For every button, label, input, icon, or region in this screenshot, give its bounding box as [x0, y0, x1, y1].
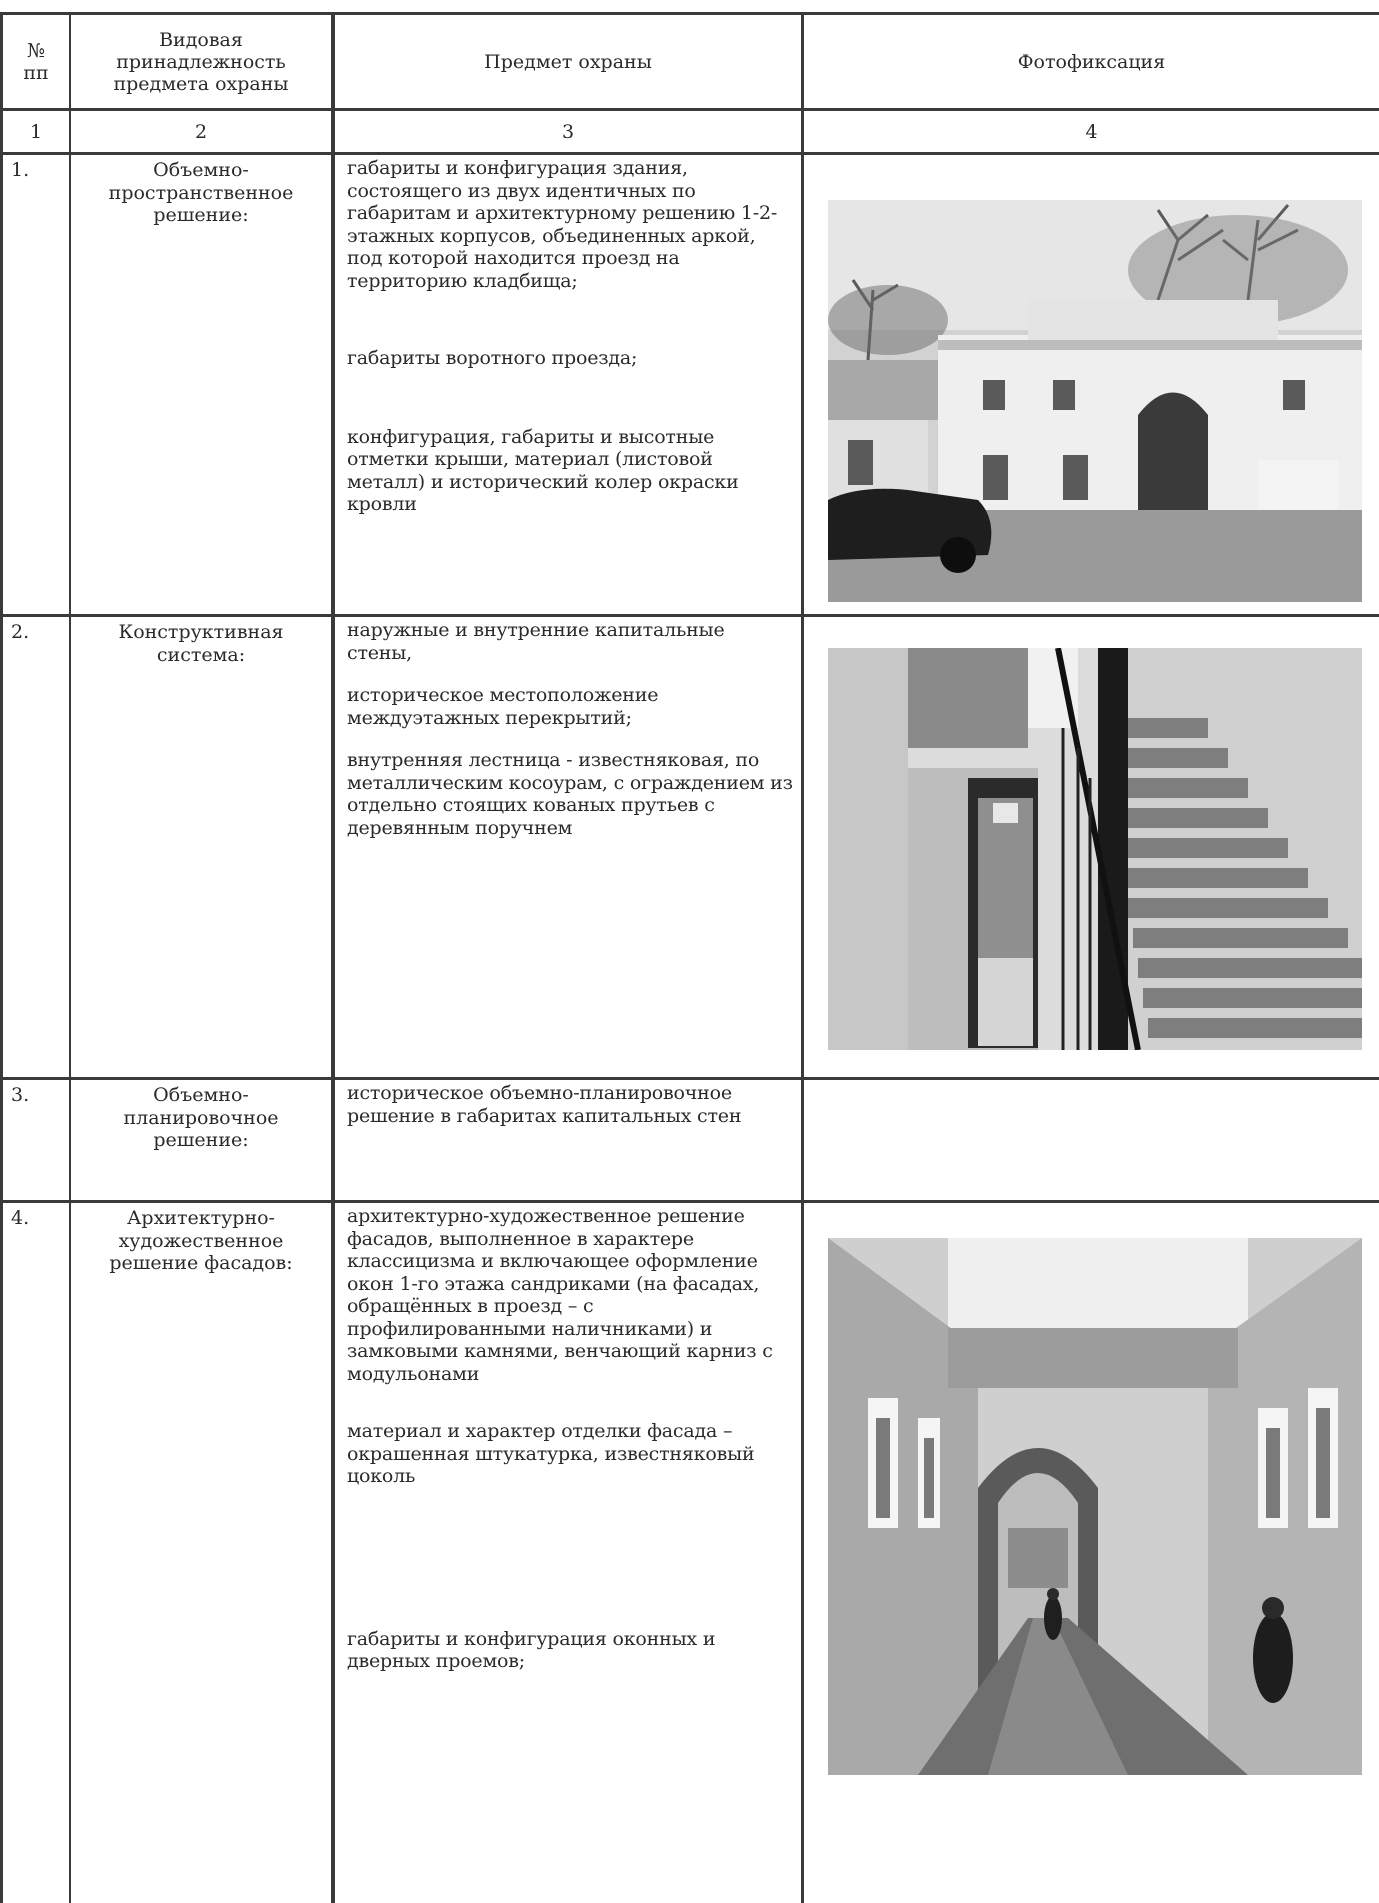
subject-paragraph: архитектурно-художественное решение фасадов, выполненное в характере классицизма и включающее оформление окон 1-го этажа сандриками (на фасадах, обращённых в проезд – с профилированными наличниками) и замковыми камнями, венчающий карниз с модульонами	[347, 1205, 773, 1385]
header-photo: Фотофиксация	[1017, 50, 1166, 73]
subject-paragraph: габариты воротного проезда;	[347, 347, 638, 369]
row-number: 4.	[11, 1207, 30, 1229]
subject-paragraph: историческое объемно-планировочное решение в габаритах капитальных стен	[347, 1082, 742, 1127]
row-type-label: Объемно- пространственное решение:	[108, 159, 294, 226]
row-type-label: Архитектурно- художественное решение фасадов:	[109, 1207, 293, 1274]
subject-paragraph: габариты и конфигурация здания, состоящего из двух идентичных по габаритам и архитектурному решению 1-2-этажных корпусов, объединенных аркой, под которой находится проезд на территорию кладбища;	[347, 157, 778, 292]
row-subject-text	[335, 619, 801, 1077]
header-number: № пп	[23, 39, 49, 84]
grid-line-3	[801, 14, 804, 1903]
subject-paragraph: внутренняя лестница - известняковая, по металлическим косоурам, с ограждением из отдельно стоящих кованых прутьев с деревянным поручнем	[347, 749, 793, 839]
column-number-2: 2	[194, 120, 208, 143]
row-number: 2.	[11, 621, 30, 643]
row-subject-text	[335, 1205, 801, 1903]
building-with-arch-photo	[828, 200, 1362, 602]
subject-paragraph: наружные и внутренние капитальные стены,	[347, 619, 725, 664]
column-number-3: 3	[561, 120, 575, 143]
subject-paragraph: конфигурация, габариты и высотные отметки крыши, материал (листовой металл) и исторический колер окраски кровли	[347, 425, 739, 515]
archway-passage-photo	[828, 1238, 1362, 1775]
column-number-4: 4	[1085, 120, 1098, 143]
row-type-label: Конструктивная система:	[118, 621, 284, 666]
subject-paragraph: историческое местоположение междуэтажных перекрытий;	[347, 684, 659, 729]
row-number: 1.	[11, 159, 30, 181]
header-type: Видовая принадлежность предмета охраны	[113, 28, 289, 95]
row-subject-text	[335, 1082, 801, 1200]
header-subject: Предмет охраны	[484, 50, 652, 73]
subject-paragraph: габариты и конфигурация оконных и дверных проемов;	[347, 1627, 716, 1672]
row-number: 3.	[11, 1084, 30, 1106]
row-subject-text	[335, 157, 801, 614]
interior-staircase-photo	[828, 648, 1362, 1050]
subject-paragraph: материал и характер отделки фасада – окрашенная штукатурка, известняковый цоколь	[347, 1420, 755, 1487]
column-number-1: 1	[29, 120, 43, 143]
row-type-label: Объемно- планировочное решение:	[123, 1084, 279, 1151]
